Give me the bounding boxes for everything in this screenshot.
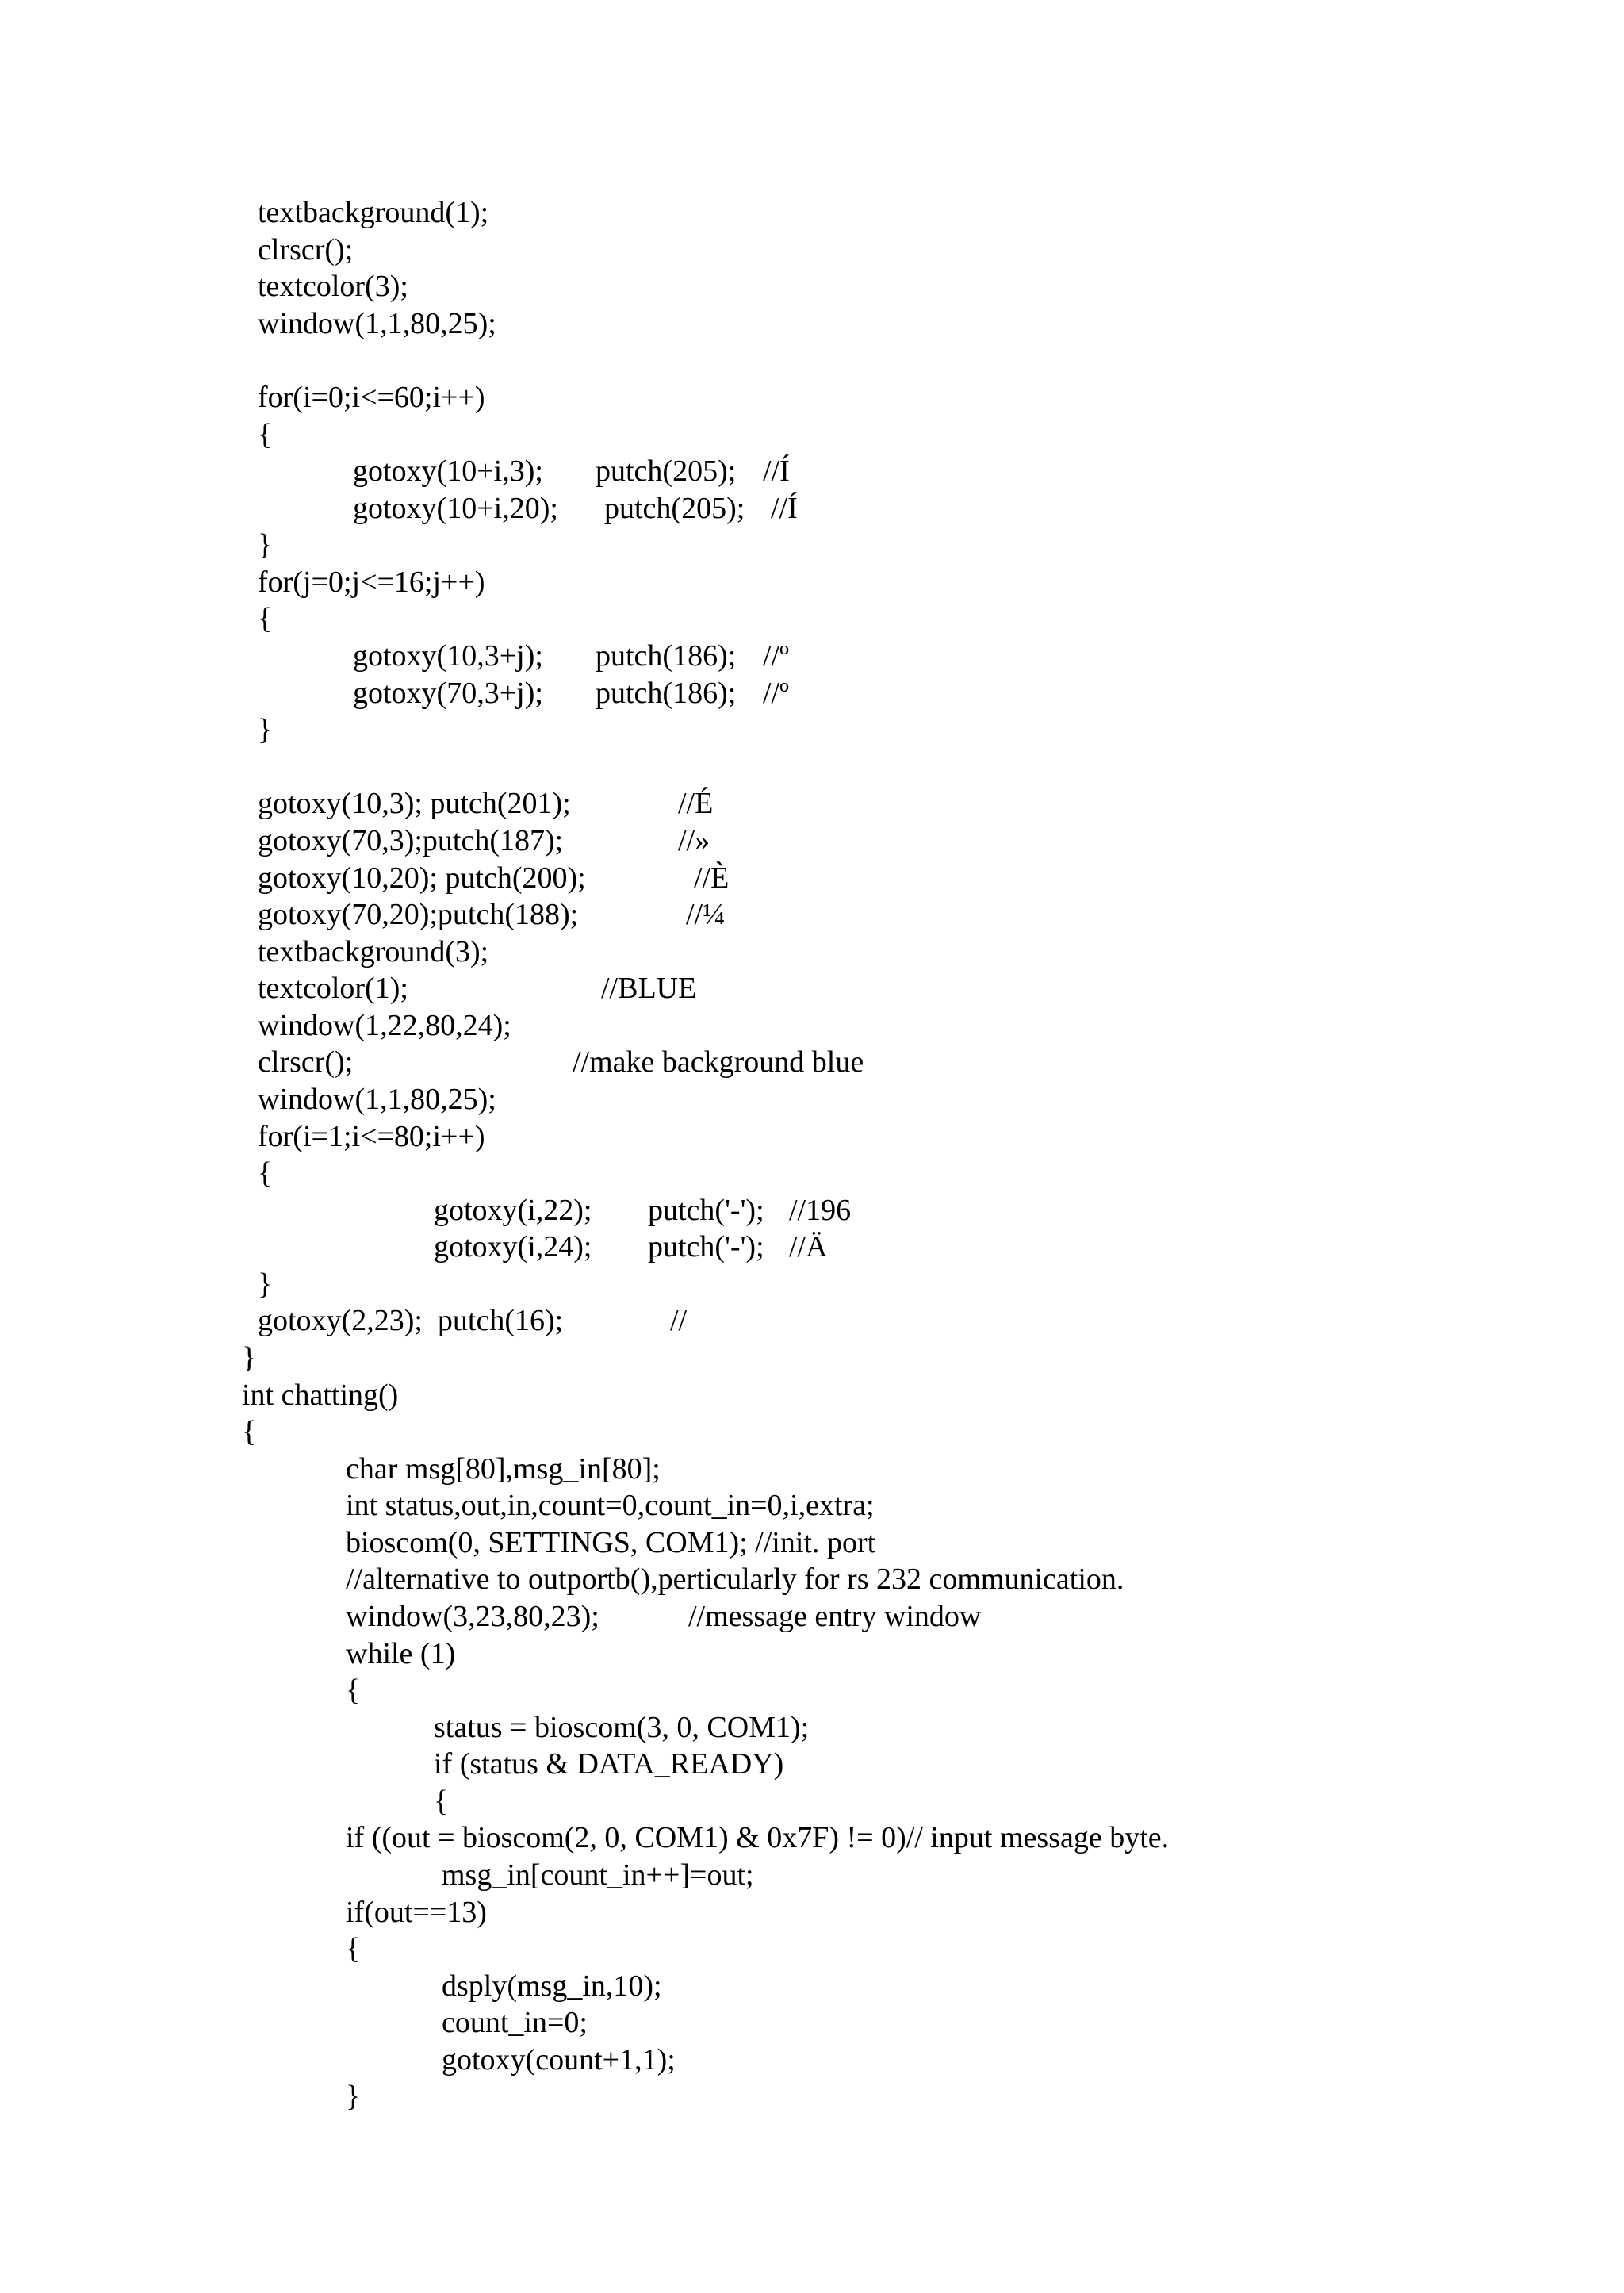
code-line: { <box>242 1415 257 1448</box>
code-statement: gotoxy(2,23); putch(16); <box>258 1304 564 1337</box>
code-comment: //º <box>763 639 789 673</box>
code-statement: gotoxy(10,20); putch(200); <box>258 861 586 895</box>
code-comment: //Í <box>763 454 790 488</box>
code-comment: //¼ <box>686 898 726 931</box>
code-line: if(out==13) <box>346 1896 487 1929</box>
code-line: for(j=0;j<=16;j++) <box>258 566 485 599</box>
code-line: { <box>434 1785 449 1818</box>
code-line: textcolor(3); <box>258 270 408 303</box>
code-line: } <box>258 528 273 562</box>
code-line: for(i=0;i<=60;i++) <box>258 381 485 414</box>
code-comment: //message entry window <box>688 1600 982 1633</box>
code-statement: gotoxy(10+i,20); <box>353 492 558 525</box>
code-line: gotoxy(count+1,1); <box>442 2043 676 2076</box>
code-comment: // <box>670 1304 688 1337</box>
code-line: { <box>346 1674 361 1707</box>
code-comment: //È <box>694 861 730 895</box>
code-statement: gotoxy(70,3+j); <box>353 677 543 710</box>
code-comment: //BLUE <box>601 972 697 1005</box>
code-comment: //Í <box>771 492 798 525</box>
code-line: window(1,1,80,25); <box>258 1083 496 1116</box>
code-statement: gotoxy(i,24); <box>434 1230 592 1263</box>
code-line: } <box>258 1267 273 1301</box>
code-comment: //196 <box>789 1194 852 1227</box>
code-statement: gotoxy(70,3);putch(187); <box>258 824 564 857</box>
code-line: window(1,1,80,25); <box>258 307 496 340</box>
code-line: } <box>346 2080 361 2113</box>
code-statement: gotoxy(10,3); putch(201); <box>258 787 571 820</box>
code-line: { <box>258 602 273 635</box>
code-line: { <box>258 1156 273 1190</box>
code-line <box>258 1302 813 1448</box>
code-statement: clrscr(); <box>258 1045 354 1079</box>
code-statement: gotoxy(i,22); <box>434 1194 592 1227</box>
code-line: if ((out = bioscom(2, 0, COM1) & 0x7F) != 0)// input message byte. <box>346 1821 1170 1854</box>
code-line: status = bioscom(3, 0, COM1); <box>434 1711 810 1744</box>
code-line: for(i=1;i<=80;i++) <box>258 1120 485 1153</box>
code-statement: putch('-'); <box>648 1194 764 1227</box>
code-comment: //É <box>678 787 714 820</box>
code-statement: putch(186); <box>596 677 737 710</box>
code-comment: //º <box>763 677 789 710</box>
code-statement: putch(186); <box>596 639 737 673</box>
code-line: if (status & DATA_READY) <box>434 1747 784 1781</box>
code-line: textbackground(1); <box>258 196 489 229</box>
code-statement: gotoxy(70,20);putch(188); <box>258 898 579 931</box>
code-comment: //Ä <box>789 1230 828 1263</box>
code-statement: textcolor(1); <box>258 972 408 1005</box>
code-line: char msg[80],msg_in[80]; <box>346 1452 661 1486</box>
code-statement: gotoxy(10,3+j); <box>353 639 543 673</box>
code-line: msg_in[count_in++]=out; <box>442 1858 754 1892</box>
code-line: { <box>346 1932 361 1965</box>
code-line: int status,out,in,count=0,count_in=0,i,extra; <box>346 1489 875 1522</box>
code-line: bioscom(0, SETTINGS, COM1); //init. port <box>346 1526 876 1559</box>
code-statement: putch(205); <box>596 454 737 488</box>
code-line: int chatting() <box>242 1378 399 1412</box>
code-statement: window(3,23,80,23); <box>346 1600 599 1633</box>
code-comment: //make background blue <box>573 1045 864 1079</box>
code-statement: putch('-'); <box>648 1230 764 1263</box>
code-line: } <box>258 713 273 746</box>
code-line: dsply(msg_in,10); <box>442 1969 662 2003</box>
code-line: } <box>242 1341 257 1375</box>
code-line: window(1,22,80,24); <box>258 1009 511 1042</box>
code-line: //alternative to outportb(),perticularly for rs 232 communication. <box>346 1563 1124 1596</box>
code-line: clrscr(); <box>258 233 354 266</box>
code-line: while (1) <box>346 1637 456 1670</box>
code-statement: gotoxy(10+i,3); <box>353 454 543 488</box>
code-line: count_in=0; <box>442 2006 588 2039</box>
code-comment: //» <box>678 824 710 857</box>
code-line: { <box>258 418 273 451</box>
code-statement: putch(205); <box>604 492 745 525</box>
code-line: textbackground(3); <box>258 935 489 968</box>
